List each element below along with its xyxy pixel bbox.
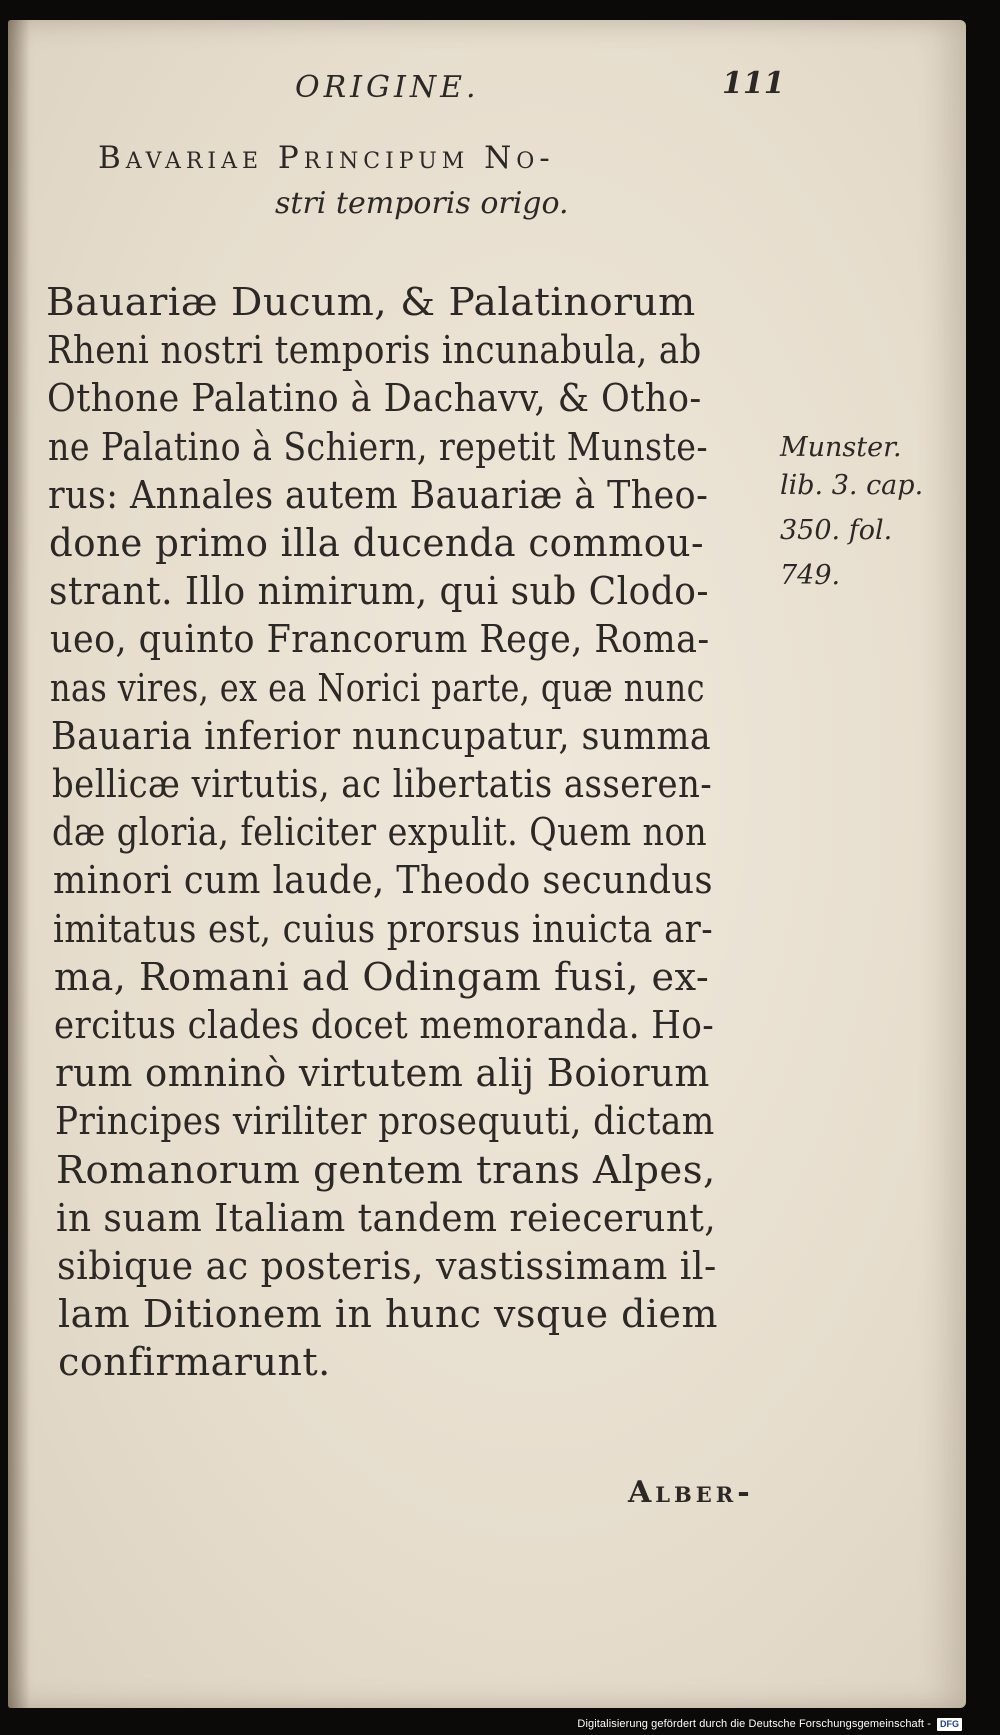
body-text-line: imitatus est, cuius prorsus inuicta ar- bbox=[53, 906, 714, 951]
margin-note-line: 749. bbox=[780, 560, 841, 591]
body-text-line: nas vires, ex ea Norici parte, quæ nunc bbox=[50, 665, 706, 710]
body-text-line: rum omninò virtutem alij Boiorum bbox=[54, 1051, 710, 1096]
page-gutter-shadow bbox=[8, 20, 30, 1708]
body-text-line: ne Palatino à Schiern, repetit Munste- bbox=[47, 424, 708, 469]
body-text-line: dæ gloria, feliciter expulit. Quem non bbox=[52, 810, 708, 855]
funding-notice: Digitalisierung gefördert durch die Deutsche Forschungsgemeinschaft - bbox=[577, 1718, 931, 1730]
body-text-line: Bauaria inferior nuncupatur, summa bbox=[50, 713, 712, 758]
body-text-line: confirmarunt. bbox=[58, 1340, 331, 1385]
margin-note-line: 350. fol. bbox=[780, 515, 893, 546]
digitization-footer bbox=[577, 1715, 962, 1733]
dfg-logo: DFG bbox=[937, 1718, 962, 1731]
body-text-line: lam Ditionem in hunc vsque diem bbox=[57, 1292, 718, 1337]
margin-note-line: Munster. bbox=[780, 432, 902, 463]
body-text-line: rus: Annales autem Bauariæ à Theo- bbox=[48, 472, 709, 517]
body-text-line: Bauariæ Ducum, & Palatinorum bbox=[46, 280, 696, 324]
catchword: Alber- bbox=[628, 1475, 754, 1510]
body-text-line: strant. Illo nimirum, qui sub Clodo- bbox=[49, 569, 710, 614]
body-text-line: Principes viriliter prosequuti, dictam bbox=[55, 1099, 716, 1144]
body-text-line: sibique ac posteris, vastissimam il- bbox=[57, 1244, 717, 1288]
body-text-line: done primo illa ducenda commou- bbox=[48, 521, 704, 565]
body-text-line: ercitus clades docet memoranda. Ho- bbox=[54, 1003, 715, 1047]
body-text-line: Othone Palatino à Dachavv, & Otho- bbox=[47, 376, 702, 421]
section-heading-line-1: Bavariae Principum No- bbox=[98, 140, 555, 176]
section-heading-line-2: stri temporis origo. bbox=[275, 186, 569, 221]
body-text-line: bellicæ virtutis, ac libertatis asseren- bbox=[51, 762, 712, 806]
running-head: ORIGINE. bbox=[295, 70, 480, 105]
margin-note-line: lib. 3. cap. bbox=[780, 470, 924, 501]
body-text-line: in suam Italiam tandem reiecerunt, bbox=[56, 1195, 717, 1240]
body-text-line: Romanorum gentem trans Alpes, bbox=[55, 1147, 716, 1192]
body-text-line: ueo, quinto Francorum Rege, Roma- bbox=[49, 617, 710, 662]
body-text-line: minori cum laude, Theodo secundus bbox=[52, 858, 713, 903]
body-text-line: ma, Romani ad Odingam fusi, ex- bbox=[53, 954, 709, 999]
body-text-line: Rheni nostri temporis incunabula, ab bbox=[46, 328, 702, 373]
page-number: 111 bbox=[722, 66, 785, 101]
